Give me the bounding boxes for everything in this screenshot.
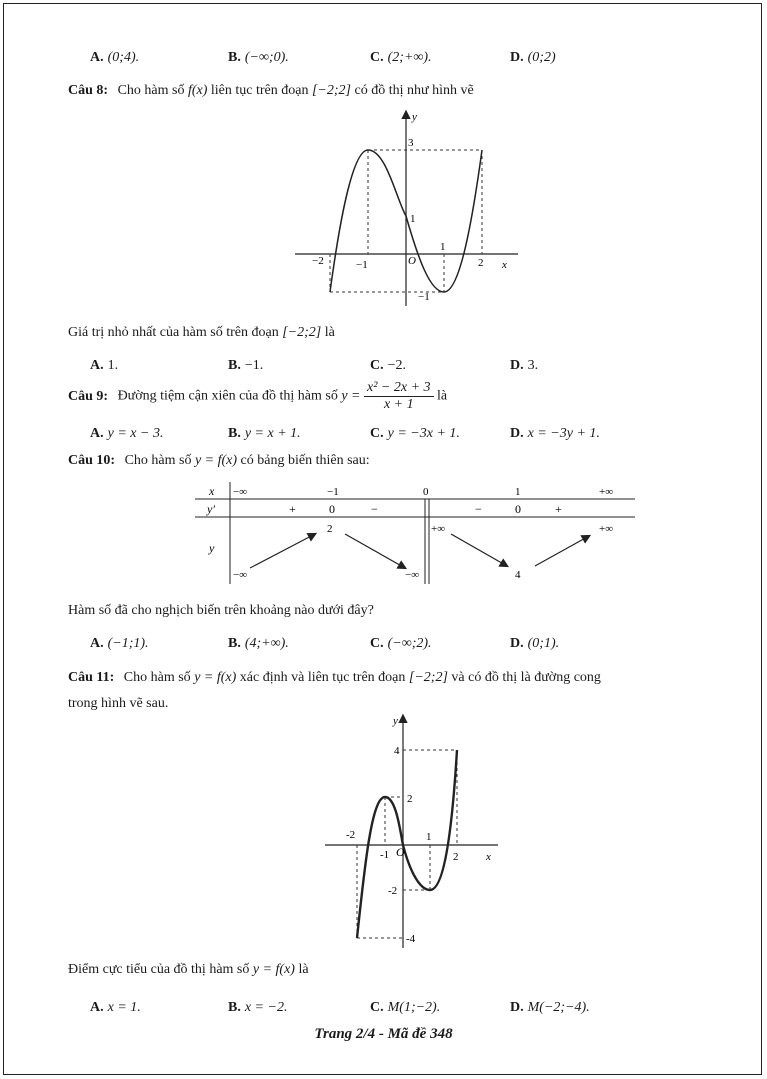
q11-tick-y-neg2: -2 [388,885,398,897]
q8-option-b[interactable]: B. −1. [228,358,264,373]
q9-option-b[interactable]: B. y = x + 1. [228,426,301,441]
q11-option-b[interactable]: B. x = −2. [228,1000,288,1015]
q11-x-label: x [486,851,491,863]
q8-tick-x-2: 2 [478,257,484,269]
q8-tick-x-1: 1 [440,241,446,253]
q11-tick-x-neg1: -1 [380,849,390,861]
q10-dy-plus-1: + [289,502,296,516]
prev-option-c[interactable]: C. (2;+∞). [370,50,432,65]
q8-origin-label: O [408,255,416,267]
q9-prompt: Câu 9: Đường tiệm cận xiên của đồ thị hàm số y = $\frac{\text{x² − 2x + 3}}{x + 1}$ là [68,380,448,412]
q10-y-val-neginf-right: −∞ [405,569,420,581]
q10-y-val-posinf-left: +∞ [431,523,446,535]
q11-curve [357,750,457,938]
q11-option-a[interactable]: A. x = 1. [90,1000,141,1015]
q9-option-d[interactable]: D. x = −3y + 1. [510,426,600,441]
q10-dy-minus-1: − [371,502,378,516]
q11-tick-x-1: 1 [426,831,432,843]
prev-option-a[interactable]: A. (0;4). [90,50,140,65]
q10-question: Hàm số đã cho nghịch biến trên khoảng nào dưới đây? [68,603,374,618]
q8-tick-y-3: 3 [408,137,414,149]
q10-dy-minus-2: − [475,502,482,516]
q9-option-c[interactable]: C. y = −3x + 1. [370,426,460,441]
q10-row-x-label: x [209,484,215,498]
q10-variation-table [195,482,635,584]
q10-x-val-1: 1 [515,486,521,498]
q11-y-label: y [393,715,398,727]
q8-label: Câu 8: [68,83,109,98]
q10-option-d[interactable]: D. (0;1). [510,636,560,651]
q10-x-val-0: 0 [423,486,429,498]
q11-tick-y-4: 4 [394,745,400,757]
q11-prompt-line2: trong hình vẽ sau. [68,696,169,711]
q8-prompt: Câu 8: Cho hàm số f(x) liên tục trên đoạn [−2;2] có đồ thị như hình vẽ [68,83,474,98]
q8-option-d[interactable]: D. 3. [510,358,539,373]
q10-option-a[interactable]: A. (−1;1). [90,636,149,651]
q11-question: Điểm cực tiểu của đồ thị hàm số y = f(x) là [68,962,309,977]
q8-tick-y-neg1: −1 [418,291,430,303]
q8-tick-y-1: 1 [410,213,416,225]
q8-y-label: y [412,111,417,123]
prev-option-b[interactable]: B. (−∞;0). [228,50,289,65]
q11-label: Câu 11: [68,670,115,685]
page-footer: Trang 2/4 - Mã đề 348 [314,1026,453,1042]
q11-tick-x-2: 2 [453,851,459,863]
q10-option-c[interactable]: C. (−∞;2). [370,636,432,651]
q10-y-val-2: 2 [327,523,333,535]
q11-prompt: Câu 11: Cho hàm số y = f(x) xác định và liên tục trên đoạn [−2;2] và có đồ thị là đường cong [68,670,601,685]
q10-x-val-neg1: −1 [327,486,339,498]
q8-option-c[interactable]: C. −2. [370,358,407,373]
q10-row-y-label: y [209,541,215,555]
q8-tick-x-neg1: −1 [356,259,368,271]
prev-option-d[interactable]: D. (0;2) [510,50,556,65]
q10-y-val-4: 4 [515,569,521,581]
q9-fraction: $\frac{\text{x² − 2x + 3}}{x + 1}$ [364,380,434,413]
q10-dy-zero-2: 0 [515,502,521,516]
q8-x-label: x [502,259,507,271]
q10-y-val-posinf-right: +∞ [599,523,614,535]
q10-prompt: Câu 10: Cho hàm số y = f(x) có bảng biến thiên sau: [68,453,370,468]
q11-origin-label: O [396,845,405,859]
q10-label: Câu 10: [68,453,116,468]
q9-label: Câu 9: [68,388,109,404]
q9-option-a[interactable]: A. y = x − 3. [90,426,164,441]
q10-y-val-neginf-left: −∞ [233,569,248,581]
q10-x-val-neginf: −∞ [233,486,248,498]
q8-tick-x-neg2: −2 [312,255,324,267]
q10-dy-plus-2: + [555,502,562,516]
q11-tick-y-2: 2 [407,793,413,805]
q11-graph [320,712,505,952]
q8-option-a[interactable]: A. 1. [90,358,119,373]
q10-dy-zero-1: 0 [329,502,335,516]
q10-row-dy-label: y′ [207,502,215,516]
q8-question: Giá trị nhỏ nhất của hàm số trên đoạn [−2;2] là [68,325,335,340]
q11-option-d[interactable]: D. M(−2;−4). [510,1000,590,1015]
q10-option-b[interactable]: B. (4;+∞). [228,636,289,651]
q10-x-val-posinf: +∞ [599,486,614,498]
q11-tick-x-neg2: -2 [346,829,356,841]
q8-graph [290,108,530,313]
q11-tick-y-neg4: -4 [406,933,416,945]
q11-option-c[interactable]: C. M(1;−2). [370,1000,441,1015]
